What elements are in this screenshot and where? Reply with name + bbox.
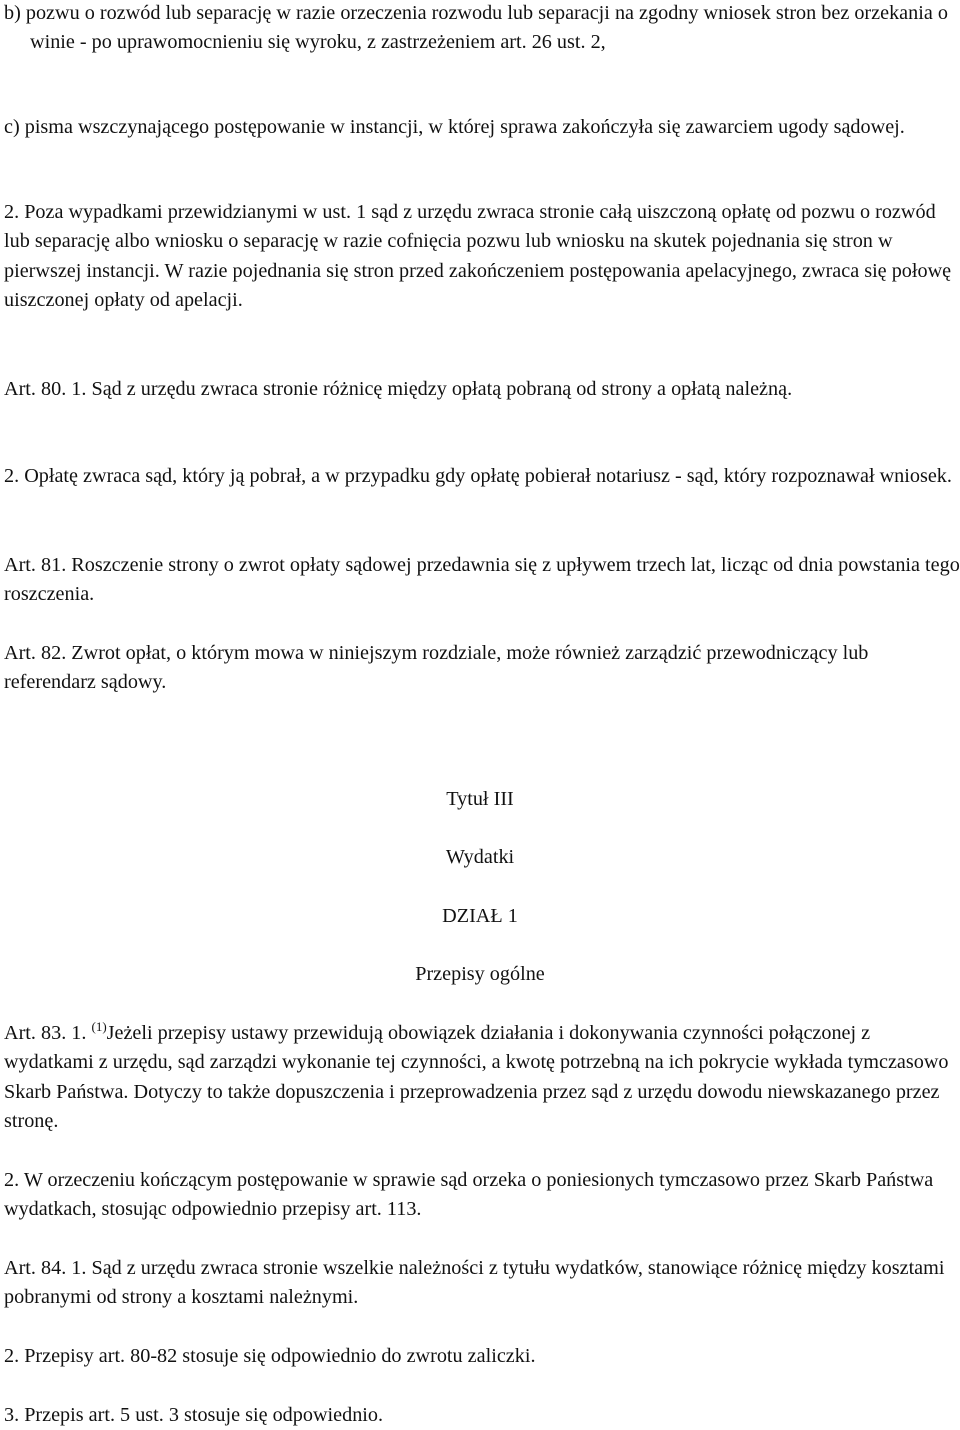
article-82-text: Art. 82. Zwrot opłat, o którym mowa w niniejszym rozdziale, może również zarządzić przewodniczący lub referendarz sądowy.	[4, 642, 869, 694]
article-83-1-body: Jeżeli przepisy ustawy przewidują obowiązek działania i dokonywania czynności połączonej z wydatkami z urzędu, sąd zarządzi wykonanie tej czynności, a kwotę potrzebną na ich pokrycie wykłada tymczasowo Skarb Państwa. Dotyczy to także dopuszczenia i przeprowadzenia przez sąd z urzędu dowodu niewskazanego przez stronę.	[4, 1022, 949, 1133]
article-80-2	[4, 462, 960, 491]
article-84-2	[4, 1342, 960, 1371]
article-83-2	[4, 1166, 960, 1225]
article-80-1	[4, 375, 960, 404]
article-84-1	[4, 1254, 960, 1313]
article-83-1-text	[4, 1019, 960, 1137]
article-84-2-text: 2. Przepisy art. 80-82 stosuje się odpowiednio do zwrotu zaliczki.	[4, 1345, 536, 1367]
article-83-2-text: 2. W orzeczeniu kończącym postępowanie w sprawie sąd orzeka o poniesionych tymczasowo przez Skarb Państwa wydatkach, stosując odpowiednio przepisy art. 113.	[4, 1169, 934, 1221]
paragraph-2-text: 2. Poza wypadkami przewidzianymi w ust. 1 sąd z urzędu zwraca stronie całą uiszczoną opłatę od pozwu o rozwód lub separację albo wniosku o separację w razie cofnięcia pozwu lub wniosku na skutek pojednania się stron w pierwszej instancji. W razie pojednania się stron przed zakończeniem postępowania apelacyjnego, zwraca się połowę uiszczonej opłaty od apelacji.	[4, 201, 952, 312]
article-83-1-prefix: Art. 83. 1.	[4, 1022, 92, 1044]
article-82	[4, 639, 960, 698]
footnote-marker: (1)	[91, 1019, 107, 1034]
article-81-text: Art. 81. Roszczenie strony o zwrot opłaty sądowej przedawnia się z upływem trzech lat, licząc od dnia powstania tego roszczenia.	[4, 554, 960, 606]
article-81	[4, 551, 960, 610]
heading-section: Przepisy ogólne	[415, 963, 545, 985]
article-83-1	[4, 1019, 960, 1137]
item-b-text: b) pozwu o rozwód lub separację w razie orzeczenia rozwodu lub separacji na zgodny wniosek stron bez orzekania o winie - po uprawomocnieniu się wyroku, z zastrzeżeniem art. 26 ust. 2,	[4, 2, 948, 54]
article-80-1-text: Art. 80. 1. Sąd z urzędu zwraca stronie różnicę między opłatą pobraną od strony a opłatą należną.	[4, 378, 793, 400]
article-84-3	[4, 1401, 960, 1430]
heading-division: DZIAŁ 1	[442, 905, 518, 927]
paragraph-item-c	[4, 113, 960, 142]
paragraph-2	[4, 198, 960, 316]
article-84-1-text: Art. 84. 1. Sąd z urzędu zwraca stronie wszelkie należności z tytułu wydatków, stanowiące różnicę między kosztami pobranymi od strony a kosztami należnymi.	[4, 1257, 945, 1309]
article-84-3-text: 3. Przepis art. 5 ust. 3 stosuje się odpowiednio.	[4, 1404, 384, 1426]
paragraph-item-b	[4, 0, 960, 58]
item-c-text: c) pisma wszczynającego postępowanie w instancji, w której sprawa zakończyła się zawarciem ugody sądowej.	[4, 116, 905, 138]
heading-name: Wydatki	[445, 846, 515, 868]
heading-title: Tytuł III	[446, 788, 514, 810]
article-80-2-text: 2. Opłatę zwraca sąd, który ją pobrał, a w przypadku gdy opłatę pobierał notariusz - sąd, który rozpoznawał wniosek.	[4, 465, 952, 487]
